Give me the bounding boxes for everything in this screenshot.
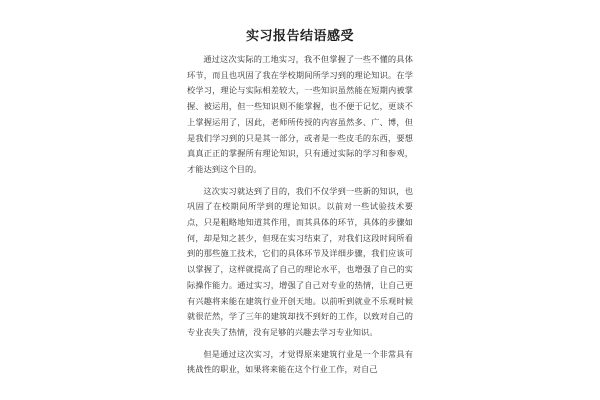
- document-title: 实习报告结语感受: [245, 29, 354, 44]
- paragraph-1: 通过这次实际的工地实习，我不但掌握了一些不懂的具体环节，而且也巩固了我在学校期间所学习到的理论知识。在学校学习，理论与实际相差较大，一些知识虽然能在短期内被掌握、被运用，但一些知识则不能掌握，也不便于记忆，更谈不上掌握运用了，因此，老师所传授的内容虽然多、广、博，但是我们学习到的只是其一部分，或者是一些皮毛的东西，要想真真正正的掌握所有理论知识，只有通过实际的学习和参观，才能达到这个目的。: [187, 54, 413, 174]
- paragraph-2: 这次实习就达到了目的，我们不仅学到一些新的知识，也巩固了在校期间所学到的理论知识。以前对一些试验技术要点，只是粗略地知道其作用，而其具体的环节，具体的步骤如何，却是知之甚少，但现在实习结束了，对我们这段时间所看到的那些施工技术，它们的具体环节及详细步骤，我们应该可以掌握了，这样就提高了自己的理论水平，也增强了自己的实际操作能力。通过实习，增强了自己对专业的热情，让自己更有兴趣将来能在建筑行业开创天地。以前听到就业不乐观时候就很茫然，学了三年的建筑却找不到好的工作，以致对自己的专业丧失了热情，没有足够的兴趣去学习专业知识。: [187, 185, 413, 337]
- paragraph-3: 但是通过这次实习，才觉得原来建筑行业是一个非常具有挑战性的职业，如果将来能在这个行业工作，对自己: [187, 348, 413, 375]
- document-body: [187, 28, 413, 384]
